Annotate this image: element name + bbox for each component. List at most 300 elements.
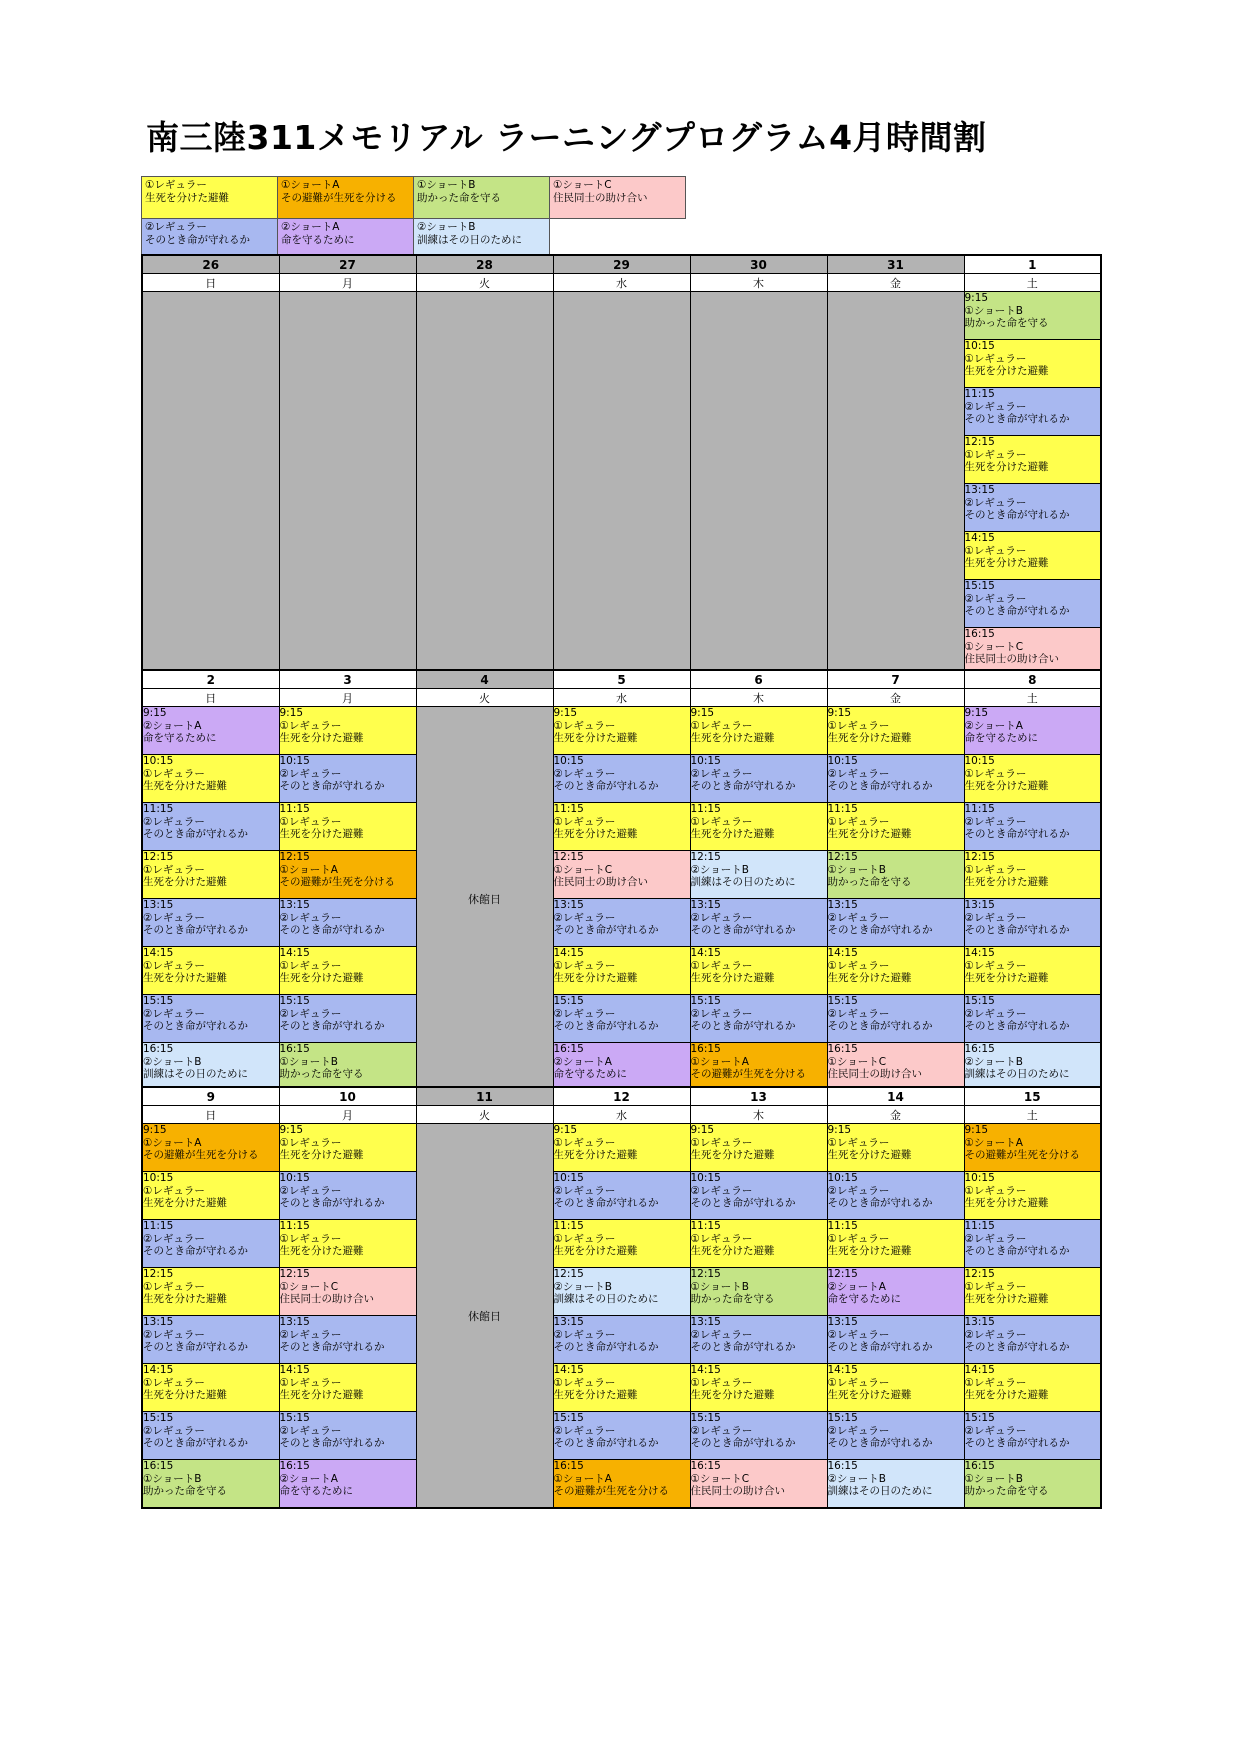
session-cell [553,755,690,803]
session-subtitle: そのとき命が守れるか [143,924,248,936]
session-time: 14:15 [964,1364,995,1376]
weekday-header: 木 [690,274,827,292]
session-program: ①レギュラー [279,1376,342,1389]
session-cell [827,1172,964,1220]
session-program: ①レギュラー [827,1136,890,1149]
weekday-header: 木 [690,1106,827,1124]
session-program: ①ショートA [279,863,338,876]
session-time: 12:15 [964,436,995,448]
session-time: 16:15 [964,628,995,640]
session-time: 14:15 [553,947,584,959]
session-program: ①レギュラー [143,1280,205,1293]
session-cell [964,1268,1101,1316]
session-program: ①レギュラー [827,1232,890,1245]
session-subtitle: そのとき命が守れるか [279,1197,385,1209]
date-header: 2 [142,670,279,689]
session-time: 12:15 [553,1268,584,1280]
time-slot-row [142,1124,1101,1172]
session-cell [142,1412,279,1460]
session-program: ①ショートB [279,1055,338,1068]
weekday-header: 土 [964,1106,1101,1124]
legend-program-subtitle: 命を守るために [281,234,355,246]
weekday-header: 木 [690,689,827,707]
session-time: 9:15 [690,707,715,719]
session-time: 11:15 [964,803,995,815]
date-row [142,255,1101,274]
weekday-header: 月 [279,274,416,292]
date-header: 31 [827,255,964,274]
session-program: ②レギュラー [143,815,205,828]
session-program: ②レギュラー [279,911,342,924]
session-program: ①レギュラー [964,544,1027,557]
session-cell [690,1268,827,1316]
weekday-header: 水 [553,1106,690,1124]
session-time: 9:15 [964,292,989,304]
date-header: 30 [690,255,827,274]
session-subtitle: 生死を分けた避難 [279,1149,364,1161]
session-cell [827,1460,964,1509]
session-time: 12:15 [143,851,174,863]
session-time: 15:15 [690,1412,721,1424]
session-cell [827,803,964,851]
session-cell [279,1412,416,1460]
time-slot-row [142,1043,1101,1092]
session-cell [964,340,1101,388]
session-program: ②ショートA [553,1055,612,1068]
session-cell [964,1364,1101,1412]
session-subtitle: 生死を分けた避難 [690,972,775,984]
session-time: 15:15 [143,1412,174,1424]
session-time: 10:15 [964,340,995,352]
week-table [141,1086,1102,1509]
legend-program-subtitle: そのとき命が守れるか [145,234,250,246]
session-subtitle: 生死を分けた避難 [143,1389,227,1401]
time-slot-row [142,851,1101,899]
session-cell [690,755,827,803]
session-cell [142,1172,279,1220]
session-program: ②レギュラー [279,1007,342,1020]
session-subtitle: 生死を分けた避難 [553,972,638,984]
weekday-header: 日 [142,689,279,707]
session-time: 16:15 [964,1460,995,1472]
session-time: 12:15 [827,851,858,863]
weekday-header: 日 [142,1106,279,1124]
session-subtitle: 命を守るために [143,732,217,744]
date-header: 7 [827,670,964,689]
session-subtitle: 生死を分けた避難 [964,1197,1049,1209]
session-subtitle: 生死を分けた避難 [553,1149,638,1161]
session-cell [553,851,690,899]
session-time: 15:15 [964,580,995,592]
weekday-header: 日 [142,274,279,292]
session-time: 16:15 [690,1043,721,1055]
session-program: ①レギュラー [690,719,753,732]
session-subtitle: そのとき命が守れるか [553,1020,659,1032]
session-cell [964,707,1101,755]
session-program: ①レギュラー [964,448,1027,461]
date-header: 27 [279,255,416,274]
session-program: ②レギュラー [553,1007,616,1020]
session-time: 12:15 [964,1268,995,1280]
session-program: ②レギュラー [964,1232,1027,1245]
session-subtitle: 生死を分けた避難 [553,732,638,744]
session-cell [964,388,1101,436]
time-slot-row [142,292,1101,340]
session-cell [142,1364,279,1412]
session-time: 16:15 [143,1043,174,1055]
session-time: 11:15 [553,1220,584,1232]
session-subtitle: 助かった命を守る [827,876,912,888]
session-time: 15:15 [690,995,721,1007]
session-subtitle: そのとき命が守れるか [827,1020,933,1032]
session-subtitle: そのとき命が守れるか [827,780,933,792]
session-subtitle: 生死を分けた避難 [279,732,364,744]
session-program: ②ショートA [279,1472,338,1485]
session-program: ①レギュラー [964,1376,1027,1389]
session-subtitle: そのとき命が守れるか [553,1197,659,1209]
date-header: 3 [279,670,416,689]
date-header: 12 [553,1087,690,1106]
session-subtitle: 生死を分けた避難 [964,972,1049,984]
session-program: ②レギュラー [690,1184,753,1197]
session-cell [690,1364,827,1412]
session-time: 14:15 [279,1364,310,1376]
session-cell [553,1043,690,1092]
session-program: ①レギュラー [553,1232,616,1245]
session-subtitle: 生死を分けた避難 [143,1197,227,1209]
session-time: 11:15 [690,1220,721,1232]
session-cell [553,995,690,1043]
session-cell [827,1124,964,1172]
session-subtitle: 助かった命を守る [279,1068,364,1080]
time-slot-row [142,803,1101,851]
session-time: 9:15 [827,1124,852,1136]
session-subtitle: 訓練はその日のために [690,876,796,888]
session-program: ②レギュラー [964,400,1027,413]
session-time: 13:15 [553,899,584,911]
session-time: 12:15 [279,1268,310,1280]
session-subtitle: そのとき命が守れるか [964,828,1070,840]
session-subtitle: 訓練はその日のために [827,1485,933,1497]
session-program: ②レギュラー [827,1007,890,1020]
session-subtitle: その避難が生死を分ける [553,1485,669,1497]
time-slot-row [142,1412,1101,1460]
session-program: ②レギュラー [143,1232,205,1245]
session-subtitle: 生死を分けた避難 [690,1389,775,1401]
legend-program-name: ②レギュラー [145,221,207,233]
session-program: ②レギュラー [553,1328,616,1341]
session-program: ②レギュラー [964,1007,1027,1020]
session-subtitle: その避難が生死を分ける [964,1149,1080,1161]
weekday-header: 水 [553,274,690,292]
session-cell [964,1220,1101,1268]
session-time: 16:15 [690,1460,721,1472]
session-subtitle: そのとき命が守れるか [690,1341,796,1353]
session-time: 9:15 [964,707,989,719]
session-program: ①レギュラー [553,815,616,828]
inactive-day-cell [279,292,416,677]
session-program: ①ショートC [827,1055,887,1068]
session-time: 10:15 [553,755,584,767]
session-program: ①レギュラー [964,1280,1027,1293]
session-program: ②レギュラー [553,1424,616,1437]
session-time: 15:15 [279,995,310,1007]
session-program: ②レギュラー [964,911,1027,924]
session-subtitle: 生死を分けた避難 [143,780,227,792]
session-subtitle: 生死を分けた避難 [690,1149,775,1161]
session-program: ①レギュラー [827,959,890,972]
session-cell [142,899,279,947]
session-subtitle: 助かった命を守る [964,1485,1049,1497]
weekday-header: 水 [553,689,690,707]
legend-program-name: ①ショートB [417,179,476,191]
session-program: ①レギュラー [553,719,616,732]
session-cell [142,1124,279,1172]
session-time: 16:15 [553,1460,584,1472]
date-header: 4 [416,670,553,689]
session-time: 10:15 [827,755,858,767]
session-cell [553,1460,690,1509]
session-program: ①ショートB [964,304,1023,317]
legend-program-subtitle: 住民同士の助け合い [553,192,648,204]
session-cell [142,1043,279,1092]
date-header: 10 [279,1087,416,1106]
session-subtitle: そのとき命が守れるか [143,1437,248,1449]
session-program: ②ショートB [690,863,749,876]
session-time: 15:15 [553,1412,584,1424]
session-subtitle: 住民同士の助け合い [964,653,1059,665]
session-subtitle: 生死を分けた避難 [143,972,227,984]
session-program: ①レギュラー [553,1136,616,1149]
session-cell [553,1316,690,1364]
session-time: 9:15 [143,707,167,719]
session-time: 14:15 [827,1364,858,1376]
session-program: ①レギュラー [964,959,1027,972]
session-time: 15:15 [827,1412,858,1424]
date-header: 29 [553,255,690,274]
session-subtitle: そのとき命が守れるか [827,1341,933,1353]
session-program: ②レギュラー [964,1328,1027,1341]
session-program: ①レギュラー [827,815,890,828]
session-time: 10:15 [279,1172,310,1184]
time-slot-row [142,755,1101,803]
session-program: ②レギュラー [690,1424,753,1437]
session-cell [279,1172,416,1220]
week-table [141,669,1102,1092]
legend-program-subtitle: 訓練はその日のために [417,234,522,246]
session-subtitle: 生死を分けた避難 [964,1293,1049,1305]
date-header: 6 [690,670,827,689]
session-time: 13:15 [143,1316,174,1328]
legend-program-subtitle: 助かった命を守る [417,192,501,204]
weekday-row [142,1106,1101,1124]
date-header: 26 [142,255,279,274]
session-time: 13:15 [964,1316,995,1328]
session-program: ①ショートA [553,1472,612,1485]
session-cell [142,1268,279,1316]
session-time: 15:15 [143,995,174,1007]
session-cell [553,707,690,755]
session-cell [279,851,416,899]
session-time: 12:15 [827,1268,858,1280]
session-program: ①レギュラー [827,719,890,732]
session-subtitle: 命を守るために [964,732,1038,744]
legend-item-sa1 [277,176,414,219]
date-header: 11 [416,1087,553,1106]
session-program: ①レギュラー [279,815,342,828]
session-subtitle: 生死を分けた避難 [279,828,364,840]
session-cell [964,484,1101,532]
session-program: ②ショートB [964,1055,1023,1068]
session-program: ②レギュラー [553,1184,616,1197]
session-cell [964,532,1101,580]
weekday-header: 金 [827,689,964,707]
session-program: ①レギュラー [279,1136,342,1149]
session-program: ②ショートA [143,719,202,732]
session-subtitle: 生死を分けた避難 [143,1293,227,1305]
session-time: 11:15 [553,803,584,815]
closed-day-cell: 休館日 [416,1124,553,1509]
session-time: 11:15 [279,803,310,815]
session-program: ①ショートC [690,1472,750,1485]
session-subtitle: そのとき命が守れるか [279,1437,385,1449]
session-subtitle: そのとき命が守れるか [690,1437,796,1449]
session-time: 16:15 [143,1460,174,1472]
weekday-header: 月 [279,1106,416,1124]
session-cell [964,1460,1101,1509]
session-program: ①レギュラー [964,352,1027,365]
inactive-day-cell [553,292,690,677]
inactive-day-cell [142,292,279,677]
session-cell [553,947,690,995]
session-time: 12:15 [690,851,721,863]
session-time: 11:15 [143,803,174,815]
session-subtitle: 助かった命を守る [964,317,1049,329]
session-subtitle: 生死を分けた避難 [827,1389,912,1401]
session-cell [827,899,964,947]
legend-item-sc1 [549,176,686,219]
session-time: 10:15 [279,755,310,767]
legend-program-name: ②ショートA [281,221,340,233]
session-program: ①レギュラー [690,1376,753,1389]
weekday-header: 土 [964,274,1101,292]
session-program: ②ショートB [553,1280,612,1293]
date-row [142,670,1101,689]
session-program: ①ショートB [143,1472,202,1485]
session-time: 14:15 [143,947,174,959]
session-subtitle: 生死を分けた避難 [827,1245,912,1257]
session-subtitle: そのとき命が守れるか [279,924,385,936]
session-cell [690,1043,827,1092]
session-time: 16:15 [553,1043,584,1055]
session-time: 13:15 [690,1316,721,1328]
session-cell [827,851,964,899]
legend-row [141,176,685,218]
legend-program-name: ①ショートA [281,179,340,191]
session-subtitle: そのとき命が守れるか [964,1020,1070,1032]
week-table [141,254,1102,677]
time-slot-row [142,899,1101,947]
session-time: 15:15 [279,1412,310,1424]
session-cell [690,899,827,947]
session-program: ①レギュラー [827,1376,890,1389]
session-cell [279,707,416,755]
session-time: 10:15 [827,1172,858,1184]
session-time: 13:15 [827,899,858,911]
session-time: 16:15 [279,1043,310,1055]
session-cell [279,1124,416,1172]
weekday-row [142,689,1101,707]
session-cell [142,755,279,803]
session-cell [690,1172,827,1220]
session-program: ②レギュラー [279,1328,342,1341]
session-subtitle: 生死を分けた避難 [279,1389,364,1401]
session-program: ②レギュラー [690,1007,753,1020]
time-slot-row [142,947,1101,995]
session-program: ②レギュラー [279,767,342,780]
session-time: 11:15 [964,388,995,400]
session-time: 9:15 [690,1124,715,1136]
session-program: ②レギュラー [690,1328,753,1341]
session-subtitle: 訓練はその日のために [964,1068,1070,1080]
session-program: ①レギュラー [690,1232,753,1245]
session-program: ②レギュラー [827,911,890,924]
legend-program-name: ②ショートB [417,221,476,233]
session-subtitle: 生死を分けた避難 [827,828,912,840]
time-slot-row [142,1316,1101,1364]
session-program: ②レギュラー [143,1424,205,1437]
session-time: 11:15 [964,1220,995,1232]
session-program: ①レギュラー [690,959,753,972]
session-subtitle: 生死を分けた避難 [553,828,638,840]
session-program: ①レギュラー [279,1232,342,1245]
time-slot-row [142,1364,1101,1412]
session-program: ①レギュラー [143,863,205,876]
session-subtitle: 生死を分けた避難 [964,1389,1049,1401]
session-time: 11:15 [143,1220,174,1232]
legend-item-sb1 [413,176,550,219]
session-cell [827,1268,964,1316]
session-program: ①レギュラー [279,959,342,972]
session-subtitle: そのとき命が守れるか [690,924,796,936]
session-time: 13:15 [143,899,174,911]
session-time: 14:15 [690,1364,721,1376]
session-subtitle: そのとき命が守れるか [964,605,1070,617]
session-time: 10:15 [964,1172,995,1184]
session-subtitle: 生死を分けた避難 [553,1389,638,1401]
session-cell [279,1460,416,1509]
session-cell [690,1460,827,1509]
session-cell [964,947,1101,995]
session-program: ①ショートC [964,640,1024,653]
session-program: ②レギュラー [553,911,616,924]
session-cell [964,436,1101,484]
time-slot-row [142,1172,1101,1220]
session-subtitle: 住民同士の助け合い [690,1485,785,1497]
session-time: 14:15 [553,1364,584,1376]
session-time: 9:15 [553,707,578,719]
session-subtitle: 生死を分けた避難 [690,828,775,840]
session-cell [964,803,1101,851]
session-time: 14:15 [279,947,310,959]
session-subtitle: そのとき命が守れるか [143,1245,248,1257]
session-cell [279,899,416,947]
legend-item-r1 [141,176,278,219]
session-cell [142,995,279,1043]
session-program: ①ショートA [964,1136,1023,1149]
session-subtitle: 訓練はその日のために [143,1068,248,1080]
session-subtitle: そのとき命が守れるか [553,1437,659,1449]
